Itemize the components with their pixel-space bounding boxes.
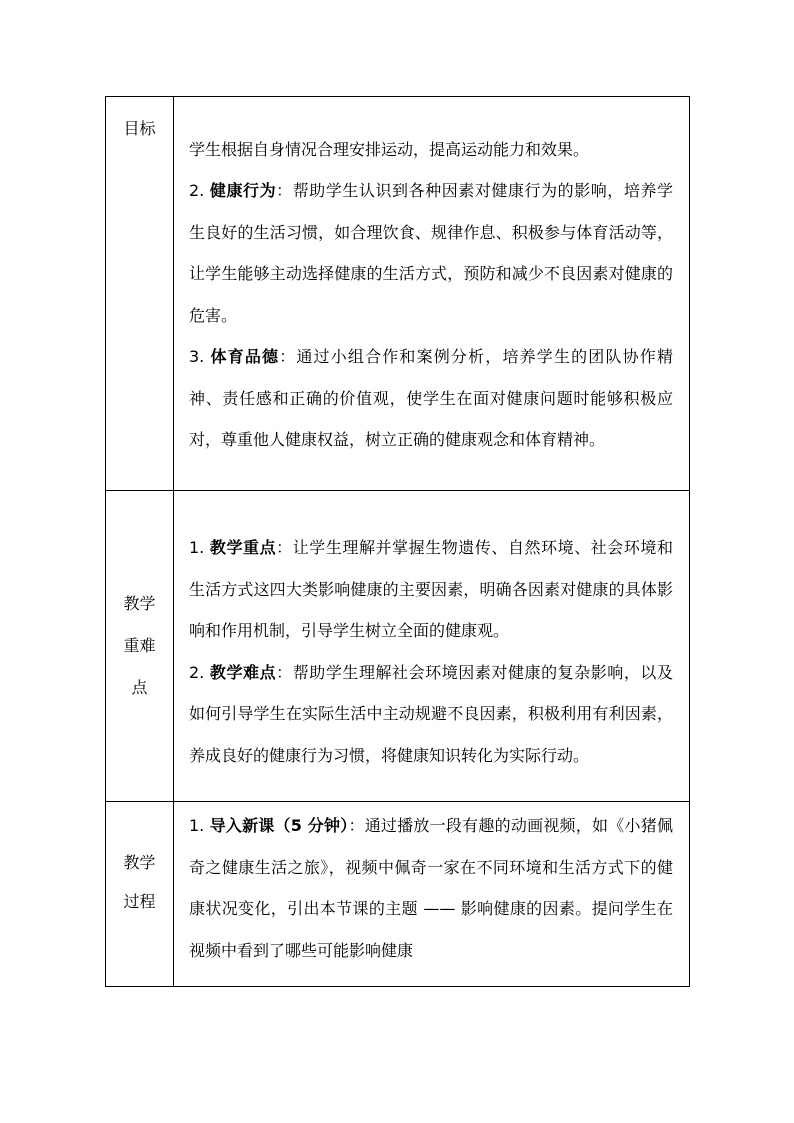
paragraph-heading: 教学重点 [209, 538, 277, 557]
table-row-key-difficult-points [106, 491, 690, 802]
paragraph-heading: 导入新课（5 分钟） [209, 816, 349, 835]
row-label: 教学 过程 [123, 853, 156, 911]
row-content-cell [174, 802, 690, 987]
paragraph: 1. 教学重点：让学生理解并掌握生物遗传、自然环境、社会环境和生活方式这四大类影响健康的主要因素，明确各因素对健康的具体影响和作用机制，引导学生树立全面的健康观。 [189, 538, 673, 640]
row-content-cell [174, 97, 690, 491]
row-content-cell [174, 491, 690, 802]
paragraph-heading: 体育品德 [210, 347, 280, 366]
table-row-teaching-process [106, 802, 690, 987]
lesson-plan-table [105, 96, 690, 987]
row-label-cell [106, 491, 174, 802]
row-label-cell [106, 97, 174, 491]
paragraph: 2. 健康行为：帮助学生认识到各种因素对健康行为的影响，培养学生良好的生活习惯，如合理饮食、规律作息、积极参与体育活动等，让学生能够主动选择健康的生活方式，预防和减少不良因素对健康的危害。 [189, 181, 673, 325]
paragraph: 3. 体育品德：通过小组合作和案例分析，培养学生的团队协作精神、责任感和正确的价值观，使学生在面对健康问题时能够积极应对，尊重他人健康权益，树立正确的健康观念和体育精神。 [189, 347, 673, 449]
paragraph: 学生根据自身情况合理安排运动，提高运动能力和效果。 [189, 139, 590, 159]
table-row-objectives [106, 97, 690, 491]
row-label: 教学 重难 点 [123, 594, 156, 697]
paragraph: 1. 导入新课（5 分钟）：通过播放一段有趣的动画视频，如《小猪佩奇之健康生活之旅》，视频中佩奇一家在不同环境和生活方式下的健康状况变化，引出本节课的主题 —— 影响健康的因素。提问学生在视频中看到了哪些可能影响健康 [189, 816, 673, 960]
paragraph-heading: 健康行为 [209, 181, 277, 200]
paragraph-heading: 教学难点 [209, 662, 277, 682]
row-label-cell [106, 802, 174, 987]
paragraph: 2. 教学难点：帮助学生理解社会环境因素对健康的复杂影响，以及如何引导学生在实际生活中主动规避不良因素，积极利用有利因素，养成良好的健康行为习惯，将健康知识转化为实际行动。 [189, 662, 673, 765]
row-label: 目标 [123, 119, 156, 138]
